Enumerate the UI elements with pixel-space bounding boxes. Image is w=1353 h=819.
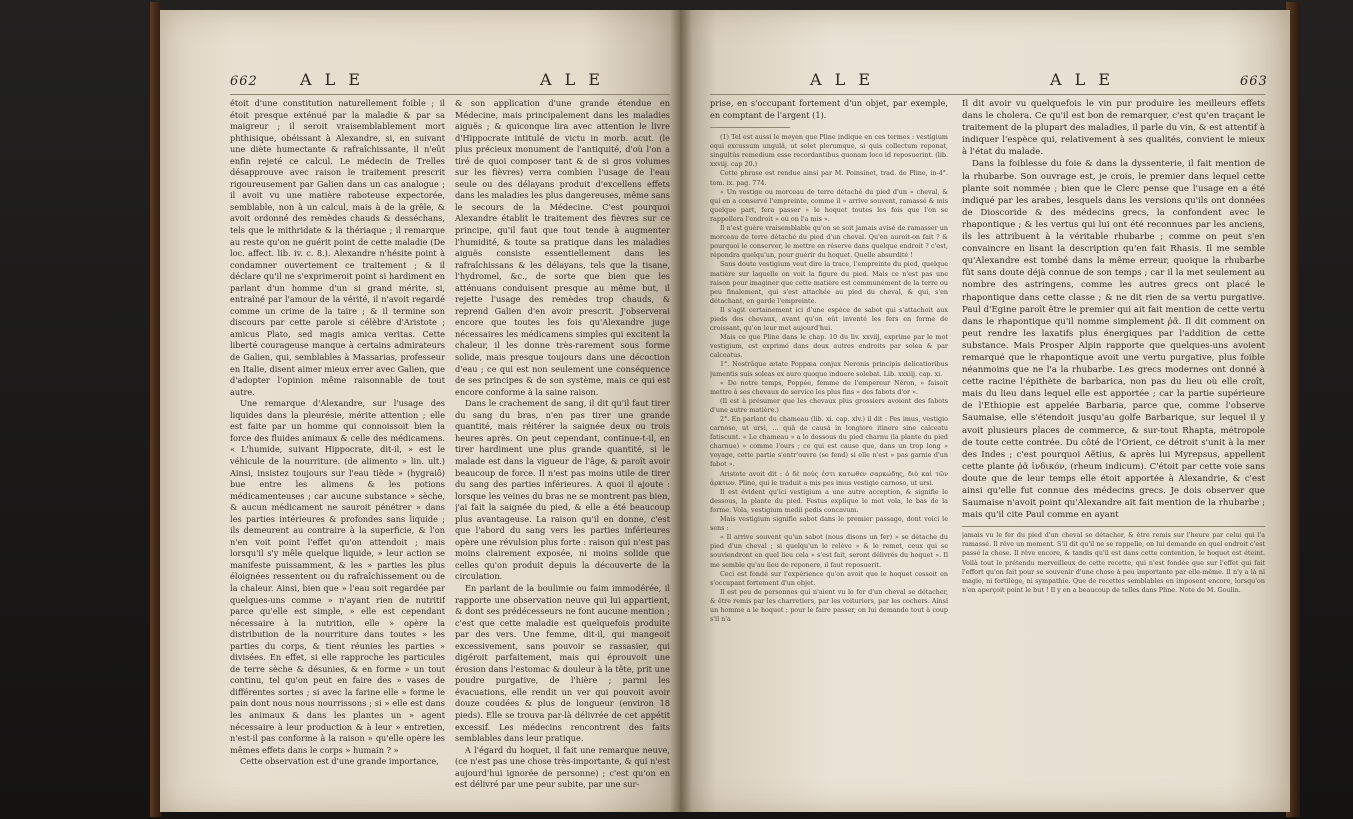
footnote: (1) Tel est aussi le moyen que Pline indique en ces termes : vestigium equi excussum ungulâ, ut solet plerumque, si quis collectum reponat, singultûs remedium esse recordantibus quonam loco id reposuerint. (lib. xxviij. cap 20.) (710, 133, 948, 169)
right-page-header (1240, 70, 1268, 89)
paragraph: étoit d'une constitution naturellement foible ; il étoit presque exténué par la maladie & par sa maigreur ; il seroit vraisemblablement mort phthisique, obéissant à Alexandre, si, en suivant une diète humectante & rafraîchissante, il n'eût enfin rejeté ce calcul. Le médecin de Trelles désapprouve avec raison le traitement prescrit rigoureusement par Galien dans un cas analogue ; il avoit vu une matière raboteuse expectorée, semblable, non à un calcul, mais à de la grêle, & avoit ordonné des remèdes chauds & desséchans, tels que le mithridate & la thériaque ; il remarque au reste qu'on ne guérit point de cette maladie (De loc. affect. lib. iv. c. 8.). Alexandre n'hésite point à condamner ouvertement ce traitement ; & il déclare qu'il ne s'exprimeroit point si hardiment en parlant d'un homme d'un si grand mérite, si, entraîné par l'amour de la vérité, il n'avoit regardé comme un crime de la taire ; & il termine son discours par cette parole si célèbre d'Aristote ; amicus Plato, sed magis amica veritas. Cette liberté courageuse manque à certains admirateurs de Galien, qui, semblables à Massarias, professeur en Italie, disent aimer mieux errer avec Galien, que d'adopter l'opinion même raisonnable de tout autre. (230, 98, 445, 397)
left-page-column-2 (455, 98, 670, 803)
paragraph: Une remarque d'Alexandre, sur l'usage des liquides dans la pleurésie, mérite attention ; elle est faite par un homme qui connoissoit bien la force des fluides animaux & celle des médicamens. « L'humide, suivant Hippocrate, dit-il, » est le véhicule de la nourriture. (de alimento » lin. ult.) Ainsi, insistez toujours sur l'eau tiède » (hygraiô) bue entre les alimens & les potions médicamenteuses ; car aucune substance » sèche, & aucun médicament ne sauroit pénétrer » dans les parties intérieures & profondes sans liquide ; ils demeurent au contraire à la superficie, & l'on n'en voit point l'effet qu'on attendoit ; mais lorsqu'il s'y mêle quelque liquide, » leur action se manifeste puissamment, & les » parties les plus éloignées ressentent ou du rafraîchissement ou de la chaleur. Ainsi, bien que » l'eau soit regardée par quelques-uns comme » n'ayant rien de nutritif parce qu'elle est simple, » elle est cependant nécessaire à la nutrition, elle » opère la distribution de la nourriture dans toutes » les parties du corps, & tient réunies les parties » divisées. En effet, si elle rapproche les particules de terre sèche & désunies, & en forme » un tout continu, tel qu'on peut en faire des » vases de différentes sortes ; si avec la farine elle » forme le pain dont nous nous nourrissons ; si » elle est dans les animaux & dans les plantes un » agent nécessaire à leur production & à leur » entretien, n'est-il pas conforme à la raison » qu'elle opère les mêmes effets dans le corps » humain ? » (230, 398, 445, 755)
paragraph: Il dit avoir vu quelquefois le vin pur produire les meilleurs effets dans le cholera. Ce qu'il est bon de remarquer, c'est qu'en traçant le traitement de la plupart des maladies, il parle du vin, & est attentif à indiquer l'espèce qui, relativement à ses qualités, convient le mieux à l'état du malade. (962, 99, 1265, 158)
footnote-rule (962, 526, 1265, 527)
left-page-header (230, 70, 258, 89)
paragraph: prise, en s'occupant fortement d'un objet, par exemple, en comptant de l'argent (1). (710, 98, 948, 120)
footnotes (710, 133, 948, 624)
running-head-text: A L E (300, 70, 365, 89)
left-running-head-1 (300, 70, 364, 89)
right-page (680, 10, 1290, 812)
left-running-head-2 (540, 70, 604, 89)
paragraph: Dans la foiblesse du foie & dans la dyssenterie, il fait mention de la rhubarbe. Son ouvrage est, je crois, le premier dans lequel cette plante soit nommée ; bien que le Clerc pense que l'usage en a été indiqué par les arabes, lesquels dans les versions qu'ils ont données de Dioscoride & des médecins grecs, la confondent avec le rhapontique ; & les vertus qui lui ont été reconnues par les anciens, ils les attribuent à la véritable rhubarbe ; comme on peut s'en convaincre en lisant la description qu'en fait Rhasis. Il me semble qu'Alexandre est tombé dans la même erreur, quoique la rhubarbe fût sans doute déjà connue de son temps ; car il la met seulement au nombre des astringens, comme les autres grecs ont placé le rhapontique dans cette classe ; & ne dit rien de sa vertu purgative. Paul d'Egine paroît être le premier qui ait fait mention de cette vertu dans le rhapontique qu'il nomme simplement ῥᾶ. Il dit comment on peut rendre les laxatifs plus énergiques par l'addition de cette substance. Mais Prosper Alpin rapporte que quelques-uns avoient remarqué que le rhapontique avoit une vertu purgative, plus foible néanmoins que ne l'a la rhubarbe. Les grecs modernes ont donné à cette racine l'épithète de barbarica, non pas du lieu où elle croît, mais du lieu dans lequel elle est apportée ; car la partie supérieure de l'Ethiopie est appelée Barbaria, parce que, comme l'observe Saumaise, elle s'étendoit jusqu'au golfe Barbarique, sur lequel il y avoit plusieurs places de commerce, & sur-tout Rhapta, métropole de toute cette contrée. Du côté de l'Orient, ce détroit s'unit à la mer des Indes ; c'est pourquoi Aëtius, & après lui Myrepsus, appellent cette plante ῥᾶ ἰνδικόν, (rheum indicum). C'étoit par cette voie sans doute que de leur temps elle étoit apportée à Alexandrie, & c'est ainsi qu'elle fut connue des médecins grecs. Je dois observer que Saumaise n'avoit point qu'Alexandre ait fait mention de la rhubarbe ; mais qu'il cite Paul comme en ayant (962, 159, 1265, 521)
left-page (160, 10, 680, 812)
paragraph: En parlant de la boulimie ou faim immodérée, il rapporte une observation neuve qui lui appartient, & dont ses prédécesseurs ne font aucune mention ; c'est que cette maladie est quelquefois produite par des vers. Une femme, dit-il, qui mangeoit excessivement, sans pouvoir se rassasier, qui digéroit parfaitement, mais qui éprouvoit une érosion dans l'estomac & douleur à la tête, prit une poudre purgative, de l'hière ; parmi les évacuations, elle rendit un ver qui pouvoit avoir douze coudées & plus de longueur (environ 18 pieds). Elle se trouva par-là délivrée de cet appétit excessif. Les médecins rencontrent des faits semblables dans leur pratique. (455, 582, 670, 744)
paragraph: A l'égard du hoquet, il fait une remarque neuve, (ce n'est pas une chose très-importante, & qui n'est aujourd'hui ignorée de personne) ; c'est qu'on en est délivré par une peur subite, par une sur- (455, 744, 670, 790)
footnote: 2°. En parlant du chameau (lib. xi. cap. xlv.) il dit : Pes imus, vestigio carnoso, ut ursi, … quâ de causâ in longiore itinere sine calceatu fatiscunt. « Le chameau » a le dessous du pied charnu (la plante du pied charnue) » comme l'ours ; ce qui est cause que, dans un trop long » voyage, cette partie s'entr'ouvre (se fend) si elle n'est » pas garnie d'un fabot ». (710, 415, 948, 469)
right-page-column-2 (962, 98, 1265, 803)
header-rule (710, 94, 1265, 95)
header-rule (230, 94, 670, 95)
footnote: Il s'agit certainement ici d'une espèce de sabot qui s'attachoit aux pieds des chevaux, avant qu'on eût inventé les fers en forme de croissant, qu'on leur met aujourd'hui. (710, 305, 948, 333)
footnote: Mais ce que Pline dans le chap. 10 du liv. xxviij, exprime par le mot vestigium, est exprimé dans deux autres endroits par solea & par calceatus. (710, 333, 948, 360)
footnote: Il est évident qu'ici vestigium a une autre acception, & signifie le dessous, la plante du pied. Festus explique le mot vola, le bas de la forme. Vola, vestigium medii pedis concavum. (710, 487, 948, 514)
footnote: « De notre temps, Poppée, femme de l'empereur Néron, » faisoit mettre à ses chevaux de service les plus fins » des fabots d'or ». (710, 378, 948, 396)
left-page-column-1 (230, 98, 445, 803)
right-running-head-1 (810, 70, 874, 89)
running-head-text: A L E (810, 70, 875, 89)
footnote: (Il est à présumer que les chevaux plus grossiers avoient des fabots d'une autre matière.) (710, 396, 948, 414)
right-page-number: 663 (1240, 74, 1268, 89)
footnote: Ceci est fondé sur l'expérience qu'on avoit que le hoquet cessoit en s'occupant fortement d'un objet. (710, 569, 948, 587)
right-page-column-1 (710, 98, 948, 803)
footnote: Aristote avoit dit : ὁ δὲ πούς ἐστι κατωθεν σαρκώδης, διὸ καὶ τῶν ἀρκτων. Pline, qui le traduit a mis pes imus vestigio carnoso, ut ursi. (710, 469, 948, 487)
paragraph: Cette observation est d'une grande importance, (240, 756, 439, 767)
running-head-text: A L E (540, 70, 605, 89)
footnote: « Il arrive souvent qu'un sabot (nous disons un fer) » se détache du pied d'un cheval ; si quelqu'un le relève » & le remet, ceux qui se souviendront en quel lieu cela » s'est fait, seront délivrés du hoquet ». Il me semble qu'au lieu de reponere, il faut reposuerit. (710, 533, 948, 569)
footnote: « Un vestige ou morceau de terre détaché du pied d'un » cheval, & qui en a conservé l'empreinte, comme il » arrive souvent, ramassé & mis quelque part, fera passer » le hoquet toutes les fois que l'on se rappellera l'endroit » où on l'a mis ». (710, 187, 948, 223)
running-head-text: A L E (1050, 70, 1115, 89)
paragraph: Dans le crachement de sang, il dit qu'il faut tirer du sang du bras, n'en pas tirer une grande quantité, mais réitérer la saignée deux ou trois heures après. On peut cependant, continue-t-il, en tirer hardiment une plus grande quantité, si le malade est dans la vigueur de l'âge, & paroît avoir beaucoup de force. Il n'est pas moins utile de tirer du sang des parties inférieures. A quoi il ajoute : lorsque les veines du bras ne se montrent pas bien, j'ai fait la saignée du pied, & elle a été beaucoup plus avantageuse. La raison qu'il en donne, c'est que l'abord du sang vers les parties inférieures opère une révulsion plus forte : raison qui n'est pas moins clairement exposée, ni moins solide que celles qu'on produit depuis la découverte de la circulation. (455, 398, 670, 582)
footnote: Sans doute vestigium veut dire la trace, l'empreinte du pied, quelque matière sur laquelle on voit la figure du pied. Mais ce n'est pas une raison pour imaginer que cette matière est communément de la terre ou peu finalement, qui s'est attachée au pied du cheval, & qui, s'en détachant, en garde l'empreinte. (710, 260, 948, 305)
left-page-number: 662 (230, 74, 258, 89)
footnote-rule (710, 127, 790, 128)
footnote: Mais vestigium signifie sabot dans le premier passage, dont voici le sens : (710, 515, 948, 533)
footnote-continuation: jamais vu le fer du pied d'un cheval se détacher, & être remis sur l'heure par celui qui l'a ramassé. Il rêve un moment. S'il dit qu'il ne se rappelle, on lui demande en quel endroit c'est passé la chose. Il rêve encore, & tandis qu'il est dans cette contention, le hoquet est éteint. Voilà tout le prétendu merveilleux de cette recette, qui n'est fondée que sur l'effet qui fait l'effort qu'on fait pour se souvenir d'une chose à peu importante par elle-même. Il n'y a là ni magie, ni fortilège, ni sympathie. Que de recettes semblables en imposent encore, lorsqu'on n'en aperçoit point le but ! Il y en a beaucoup de telles dans Pline. Note de M. Goulin. (962, 531, 1265, 594)
book-gutter (670, 10, 692, 812)
footnote: Cette phrase est rendue ainsi par M. Poinsinet, trad. de Pline, in-4°. tom. ix. pag. 774. (710, 169, 948, 187)
right-running-head-2 (1050, 70, 1114, 89)
footnote: Il est peu de personnes qui n'aient vu le fer d'un cheval se détacher, & être remis par les charretiers, par les voituriers, par les cochers. Ainsi un homme a le hoquet ; pour le faire passer, on lui demande tout à coup s'il n'a (710, 587, 948, 624)
paragraph: & son application d'une grande étendue en Médecine, mais principalement dans les maladies aiguës ; & quiconque lira avec attention le livre d'Hippocrate intitulé de victu in morb. acut. (le plus précieux monument de l'antiquité, d'où l'on a tiré de quoi composer tant & de si gros volumes sur les fièvres) verra combien l'usage de l'eau seule ou des délayans produit d'excellens effets dans les maladies les plus dangereuses, même sans le secours de la Médecine. C'est pourquoi Alexandre établit le traitement des fièvres sur ce principe, qu'il faut que tout tende à augmenter l'humidité, & toute sa pratique dans les maladies aiguës consiste essentiellement dans les rafraîchissans & les délayans, tels que la tisane, l'hydromel, &c., de sorte que bien que les atténuans conduisent presque au même but, il rejette l'usage des remèdes trop chauds, & reprend Galien d'en avoir prescrit. J'observerai encore que toutes les fois qu'Alexandre juge nécessaires les médicamens simples qui excitent la chaleur, il les donne très-rarement sous forme solide, mais presque toujours dans une décoction d'eau ; ce qui est non seulement une conséquence de ses principes & de son système, mais ce qui est encore conforme à la saine raison. (455, 98, 670, 397)
footnote: 1°. Nostrâque ætate Poppæa conjux Neronis principis delicatioribus jumentis suis soleas ex auro quoque induere solebat. Lib. xxxiij. cap. xi. (710, 360, 948, 378)
footnote: Il n'est guère vraisemblable qu'on se soit jamais avisé de ramasser un morceau de terre détaché du pied d'un cheval. Qu'en auroit-on fait ? & pourquoi le conserver, le mettre en réserve dans quelque endroit ? c'est, répondra quelqu'un, pour guérir du hoquet. Quelle absurdité ! (710, 224, 948, 260)
